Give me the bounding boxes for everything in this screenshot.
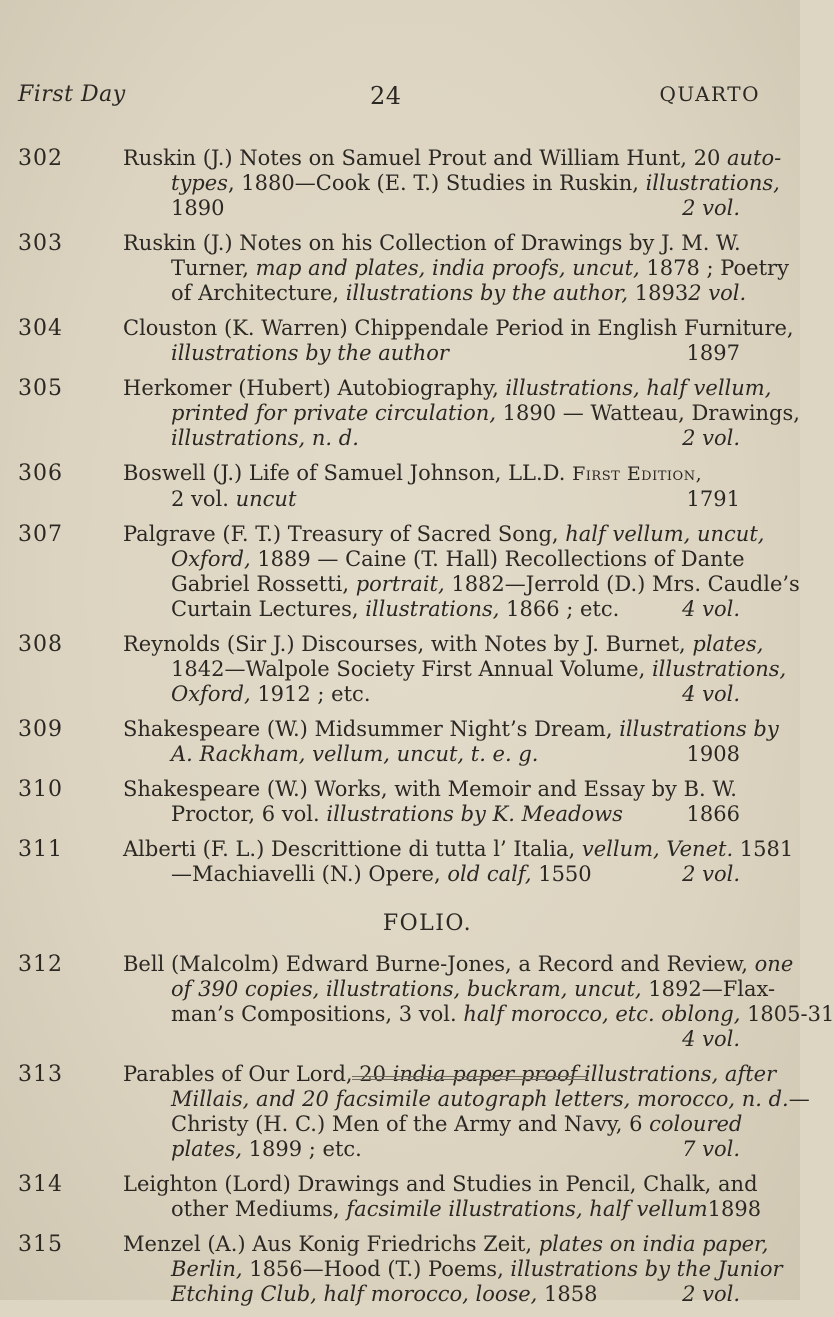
lot-entry xyxy=(0,376,800,451)
entry-italic: illustrations by the author, xyxy=(345,281,629,305)
entry-italic: Oxford, xyxy=(171,547,251,571)
lot-entry xyxy=(0,522,800,622)
entry-italic: types xyxy=(171,171,228,195)
entry-text: Clouston (K. Warren) Chippendale Period in English Furniture, xyxy=(123,316,794,340)
entry-text: 1890 — Watteau, Drawings, xyxy=(496,401,800,425)
entry-date: 1908 xyxy=(686,742,740,766)
entry-italic: illustrations by xyxy=(619,717,779,741)
entry-text: Proctor, 6 vol. xyxy=(171,802,327,826)
entry-text: other Mediums, xyxy=(171,1197,347,1221)
lot-number: 313 xyxy=(18,1062,63,1087)
entry-text: 1912 ; etc. xyxy=(250,682,371,706)
entry-smallcaps: First Edition, xyxy=(572,463,703,485)
entry-volumes: 2 vol. xyxy=(682,196,740,220)
lot-number: 305 xyxy=(18,376,63,401)
header-day: First Day xyxy=(18,82,126,107)
entry-italic: facsimile illustrations, half vellum xyxy=(346,1197,708,1221)
entry-italic: plates on india paper, xyxy=(538,1232,769,1256)
entry-italic: Etching Club, half morocco, loose, xyxy=(171,1282,538,1306)
entry-volumes: 4 vol. xyxy=(682,1027,740,1051)
entry-date: 1791 xyxy=(686,487,740,511)
entry-text: Christy (H. C.) Men of the Army and Navy, 6 xyxy=(171,1112,650,1136)
page-number: 24 xyxy=(370,82,402,110)
entry-italic: vellum, Venet. xyxy=(581,837,734,861)
entry-italic: plates, xyxy=(171,1137,242,1161)
entry-text: Ruskin (J.) Notes on his Collection of Drawings by J. M. W. xyxy=(123,231,741,255)
lot-number: 310 xyxy=(18,777,63,802)
entry-text: 1805-31 xyxy=(740,1002,834,1026)
lot-number: 306 xyxy=(18,461,63,486)
entry-text: , 1880—Cook (E. T.) Studies in Ruskin, xyxy=(227,171,646,195)
entry-italic: plates, xyxy=(692,632,764,656)
entry-italic: Oxford, xyxy=(171,682,251,706)
entry-italic: old calf, xyxy=(447,862,532,886)
entry-text: Herkomer (Hubert) Autobiography, xyxy=(123,376,506,400)
lot-number: 315 xyxy=(18,1232,63,1257)
entry-italic: half vellum, uncut, xyxy=(565,522,765,546)
entry-text: —Machiavelli (N.) Opere, xyxy=(171,862,448,886)
entry-italic: illustrations, xyxy=(365,597,500,621)
header-format: QUARTO xyxy=(659,82,760,106)
entry-text: Alberti (F. L.) Descrittione di tutta l’ Italia, xyxy=(123,837,582,861)
entry-volumes: 2 vol. xyxy=(688,281,747,305)
lot-entry xyxy=(0,316,794,366)
lot-number: 303 xyxy=(18,231,63,256)
lot-entry xyxy=(0,231,789,306)
lot-entry xyxy=(0,777,780,827)
entry-text: Bell (Malcolm) Edward Burne-Jones, a Record and Review, xyxy=(123,952,755,976)
lot-number: 308 xyxy=(18,632,63,657)
entry-text: Turner, xyxy=(171,256,256,280)
entry-volumes: 7 vol. xyxy=(682,1137,740,1161)
lot-entry xyxy=(0,1172,780,1222)
entry-text: 1550 xyxy=(531,862,592,886)
entry-italic: illustrations by K. Meadows xyxy=(326,802,623,826)
entry-text: Reynolds (Sir J.) Discourses, with Notes by J. Burnet, xyxy=(123,632,693,656)
entry-italic: A. Rackham, vellum, uncut, t. e. g. xyxy=(171,742,539,766)
entry-text: 1899 ; etc. xyxy=(242,1137,362,1161)
entry-text: 1581 xyxy=(733,837,794,861)
running-head xyxy=(18,82,760,112)
entry-italic: coloured xyxy=(649,1112,743,1136)
lot-entry xyxy=(0,632,787,707)
entry-text: Boswell (J.) Life of Samuel Johnson, LL.D. xyxy=(123,461,573,485)
lot-number: 312 xyxy=(18,952,63,977)
entry-text: 2 vol. xyxy=(171,487,236,511)
entry-text: Curtain Lectures, xyxy=(171,597,366,621)
entry-text: 1889 — Caine (T. Hall) Recollections of Dante xyxy=(250,547,745,571)
entry-italic: illustrations, half vellum, xyxy=(505,376,772,400)
entry-text: Palgrave (F. T.) Treasury of Sacred Song, xyxy=(123,522,566,546)
lot-list xyxy=(0,146,834,1317)
entry-italic: illustrations by the author xyxy=(171,341,449,365)
entry-date: 1897 xyxy=(686,341,740,365)
entry-italic: illustrations by the Junior xyxy=(510,1257,783,1281)
entry-italic: Millais, and 20 facsimile autograph letters, morocco, n. d. xyxy=(171,1087,789,1111)
entry-text: Gabriel Rossetti, xyxy=(171,572,356,596)
entry-italic: illustrations, xyxy=(645,171,780,195)
entry-text: Shakespeare (W.) Midsummer Night’s Dream, xyxy=(123,717,620,741)
entry-italic: printed for private circulation, xyxy=(171,401,496,425)
entry-text: 1842—Walpole Society First Annual Volume, xyxy=(171,657,652,681)
entry-date: 1890 xyxy=(171,196,225,220)
lot-entry xyxy=(0,146,780,221)
lot-entry xyxy=(0,717,780,767)
entry-italic: of 390 copies, illustrations, buckram, uncut, xyxy=(171,977,642,1001)
lot-number: 311 xyxy=(18,837,63,862)
entry-text: 1856—Hood (T.) Poems, xyxy=(242,1257,511,1281)
entry-italic: one xyxy=(754,952,794,976)
entry-text: of Architecture, xyxy=(171,281,346,305)
entry-italic: india paper proof illustrations, after xyxy=(392,1062,777,1086)
entry-text: Ruskin (J.) Notes on Samuel Prout and William Hunt, 20 xyxy=(123,146,727,170)
lot-entry xyxy=(0,837,794,887)
entry-text: — xyxy=(788,1087,810,1111)
lot-number: 314 xyxy=(18,1172,63,1197)
entry-volumes: 4 vol. xyxy=(682,682,740,706)
entry-text: 1858 xyxy=(537,1282,598,1306)
entry-italic: illustrations, n. d. xyxy=(171,426,359,450)
entry-text: 1878 ; Poetry xyxy=(639,256,789,280)
entry-volumes: 4 vol. xyxy=(682,597,740,621)
entry-italic: portrait, xyxy=(355,572,445,596)
lot-entry xyxy=(0,461,780,512)
entry-volumes: 2 vol. xyxy=(682,426,740,450)
entry-text: 1866 ; etc. xyxy=(499,597,620,621)
entry-italic: Berlin, xyxy=(171,1257,243,1281)
entry-text: Leighton (Lord) Drawings and Studies in Pencil, Chalk, and xyxy=(123,1172,758,1196)
lot-number: 304 xyxy=(18,316,63,341)
entry-italic: half morocco, etc. oblong, xyxy=(463,1002,741,1026)
entry-text: 1892—Flax- xyxy=(641,977,776,1001)
entry-date: 1898 xyxy=(707,1197,762,1221)
entry-italic: illustrations, xyxy=(651,657,787,681)
entry-italic: uncut xyxy=(235,487,297,511)
lot-number: 307 xyxy=(18,522,63,547)
closing-rule xyxy=(352,1076,588,1080)
entry-date: 1866 xyxy=(686,802,740,826)
entry-text: Menzel (A.) Aus Konig Friedrichs Zeit, xyxy=(123,1232,539,1256)
lot-number: 302 xyxy=(18,146,63,171)
entry-text: 1882—Jerrold (D.) Mrs. Caudle’s xyxy=(444,572,800,596)
lot-number: 309 xyxy=(18,717,63,742)
entry-text: Shakespeare (W.) Works, with Memoir and Essay by B. W. xyxy=(123,777,737,801)
entry-text: Parables of Our Lord, 20 xyxy=(123,1062,393,1086)
section-heading-folio: FOLIO. xyxy=(382,911,473,936)
entry-text: man’s Compositions, 3 vol. xyxy=(171,1002,464,1026)
entry-volumes: 2 vol. xyxy=(682,1282,740,1306)
lot-entry xyxy=(0,1232,783,1307)
entry-italic: map and plates, india proofs, uncut, xyxy=(255,256,640,280)
entry-text: 1893 xyxy=(628,281,689,305)
entry-italic: auto- xyxy=(726,146,782,170)
lot-entry xyxy=(0,952,834,1052)
entry-volumes: 2 vol. xyxy=(682,862,740,886)
